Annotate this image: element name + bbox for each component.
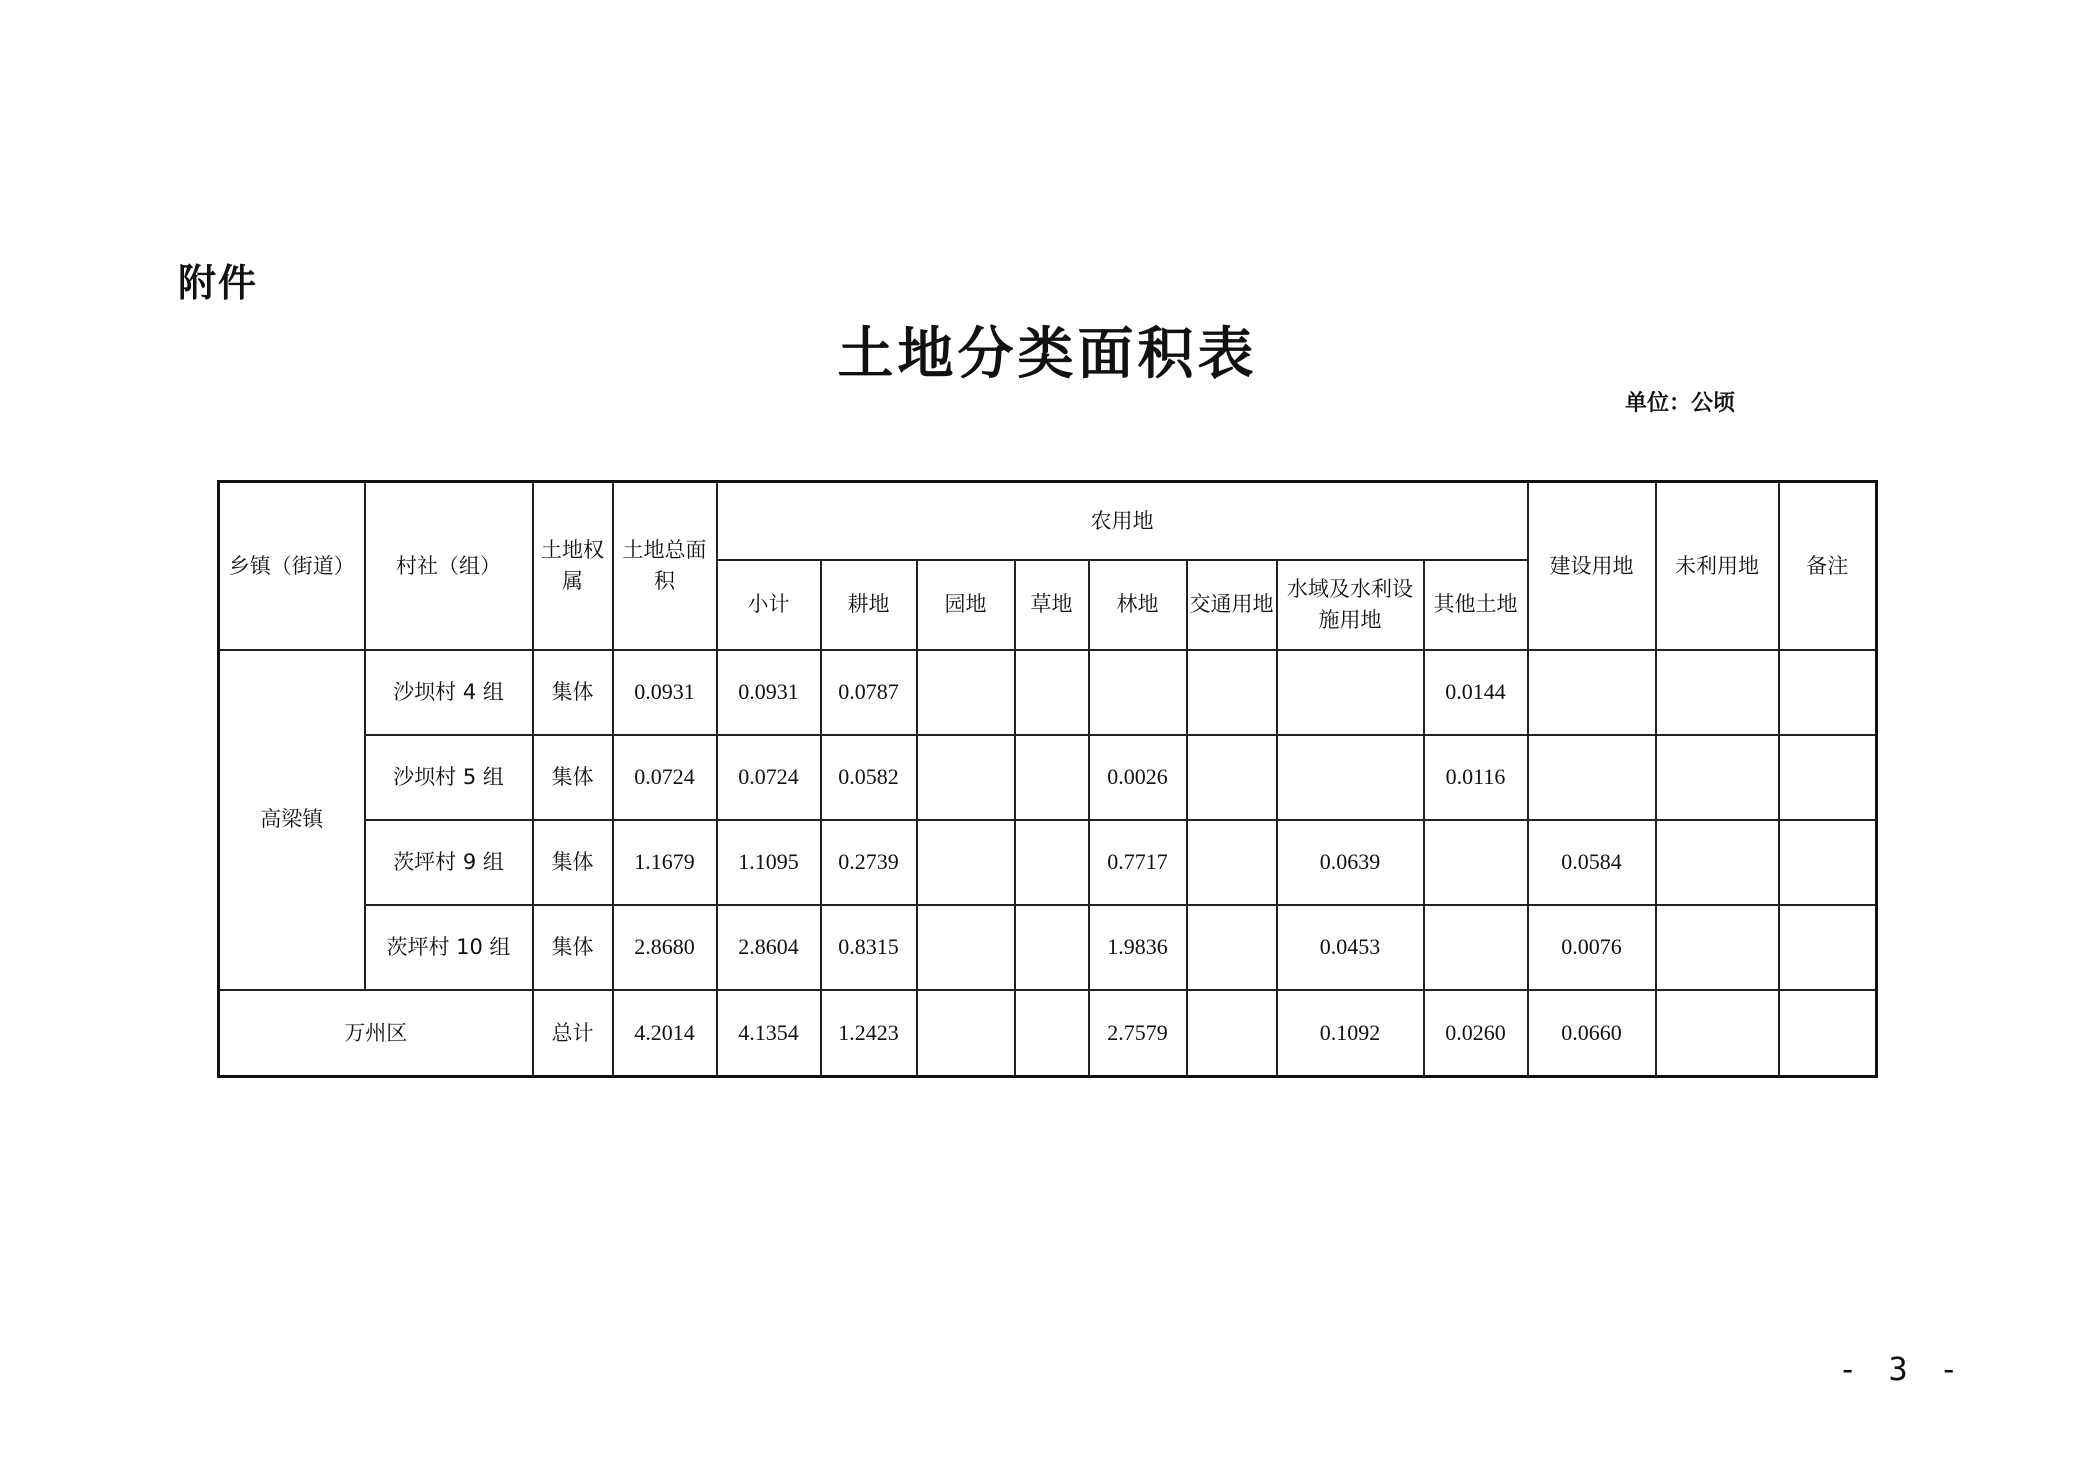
remarks-cell	[1779, 990, 1877, 1077]
other-cell: 0.0260	[1424, 990, 1528, 1077]
ownership-cell: 集体	[533, 735, 613, 820]
header-total-area: 土地总面积	[613, 482, 717, 650]
total-label-cell: 总计	[533, 990, 613, 1077]
header-garden: 园地	[917, 560, 1015, 650]
forest-cell: 0.0026	[1089, 735, 1187, 820]
ownership-cell: 集体	[533, 905, 613, 990]
grass-cell	[1015, 990, 1089, 1077]
cultivated-cell: 0.8315	[821, 905, 917, 990]
other-cell: 0.0116	[1424, 735, 1528, 820]
total-cell: 2.8680	[613, 905, 717, 990]
grass-cell	[1015, 735, 1089, 820]
cultivated-cell: 0.0787	[821, 650, 917, 735]
total-cell: 1.1679	[613, 820, 717, 905]
village-cell: 沙坝村 5 组	[365, 735, 533, 820]
remarks-cell	[1779, 820, 1877, 905]
unused-cell	[1656, 735, 1779, 820]
township-cell: 高梁镇	[219, 650, 365, 990]
header-cultivated: 耕地	[821, 560, 917, 650]
transport-cell	[1187, 990, 1277, 1077]
water-cell	[1277, 735, 1424, 820]
header-construction: 建设用地	[1528, 482, 1656, 650]
village-cell: 茨坪村 9 组	[365, 820, 533, 905]
village-cell: 沙坝村 4 组	[365, 650, 533, 735]
land-classification-table	[217, 480, 1878, 1078]
document-title: 土地分类面积表	[837, 322, 1258, 387]
unused-cell	[1656, 650, 1779, 735]
construction-cell	[1528, 650, 1656, 735]
header-forest: 林地	[1089, 560, 1187, 650]
transport-cell	[1187, 905, 1277, 990]
table-row	[219, 905, 1877, 990]
grass-cell	[1015, 650, 1089, 735]
page-number: - 3 -	[1838, 1350, 1965, 1388]
water-cell: 0.1092	[1277, 990, 1424, 1077]
total-cell: 4.2014	[613, 990, 717, 1077]
unused-cell	[1656, 820, 1779, 905]
header-remarks: 备注	[1779, 482, 1877, 650]
attachment-label: 附件	[178, 261, 259, 305]
remarks-cell	[1779, 650, 1877, 735]
water-cell	[1277, 650, 1424, 735]
water-cell: 0.0453	[1277, 905, 1424, 990]
header-unused: 未利用地	[1656, 482, 1779, 650]
forest-cell: 1.9836	[1089, 905, 1187, 990]
unit-note: 单位：公顷	[1625, 391, 1736, 416]
remarks-cell	[1779, 735, 1877, 820]
header-water: 水域及水利设施用地	[1277, 560, 1424, 650]
header-grass: 草地	[1015, 560, 1089, 650]
garden-cell	[917, 820, 1015, 905]
garden-cell	[917, 990, 1015, 1077]
construction-cell	[1528, 735, 1656, 820]
subtotal-cell: 1.1095	[717, 820, 821, 905]
header-ownership: 土地权属	[533, 482, 613, 650]
total-row	[219, 990, 1877, 1077]
garden-cell	[917, 650, 1015, 735]
construction-cell: 0.0076	[1528, 905, 1656, 990]
construction-cell: 0.0584	[1528, 820, 1656, 905]
garden-cell	[917, 735, 1015, 820]
forest-cell	[1089, 650, 1187, 735]
cultivated-cell: 0.2739	[821, 820, 917, 905]
header-township: 乡镇（街道）	[219, 482, 365, 650]
subtotal-cell: 4.1354	[717, 990, 821, 1077]
cultivated-cell: 1.2423	[821, 990, 917, 1077]
header-agricultural: 农用地	[717, 482, 1528, 560]
water-cell: 0.0639	[1277, 820, 1424, 905]
total-cell: 0.0724	[613, 735, 717, 820]
ownership-cell: 集体	[533, 650, 613, 735]
table-row	[219, 735, 1877, 820]
total-cell: 0.0931	[613, 650, 717, 735]
transport-cell	[1187, 820, 1277, 905]
subtotal-cell: 0.0931	[717, 650, 821, 735]
forest-cell: 0.7717	[1089, 820, 1187, 905]
construction-cell: 0.0660	[1528, 990, 1656, 1077]
district-cell: 万州区	[219, 990, 533, 1077]
ownership-cell: 集体	[533, 820, 613, 905]
transport-cell	[1187, 650, 1277, 735]
garden-cell	[917, 905, 1015, 990]
header-subtotal: 小计	[717, 560, 821, 650]
header-transport: 交通用地	[1187, 560, 1277, 650]
remarks-cell	[1779, 905, 1877, 990]
transport-cell	[1187, 735, 1277, 820]
other-cell	[1424, 905, 1528, 990]
header-village: 村社（组）	[365, 482, 533, 650]
subtotal-cell: 0.0724	[717, 735, 821, 820]
other-cell	[1424, 820, 1528, 905]
other-cell: 0.0144	[1424, 650, 1528, 735]
grass-cell	[1015, 820, 1089, 905]
unused-cell	[1656, 905, 1779, 990]
village-cell: 茨坪村 10 组	[365, 905, 533, 990]
header-other: 其他土地	[1424, 560, 1528, 650]
table-row	[219, 650, 1877, 735]
unused-cell	[1656, 990, 1779, 1077]
table-row	[219, 820, 1877, 905]
forest-cell: 2.7579	[1089, 990, 1187, 1077]
subtotal-cell: 2.8604	[717, 905, 821, 990]
cultivated-cell: 0.0582	[821, 735, 917, 820]
grass-cell	[1015, 905, 1089, 990]
